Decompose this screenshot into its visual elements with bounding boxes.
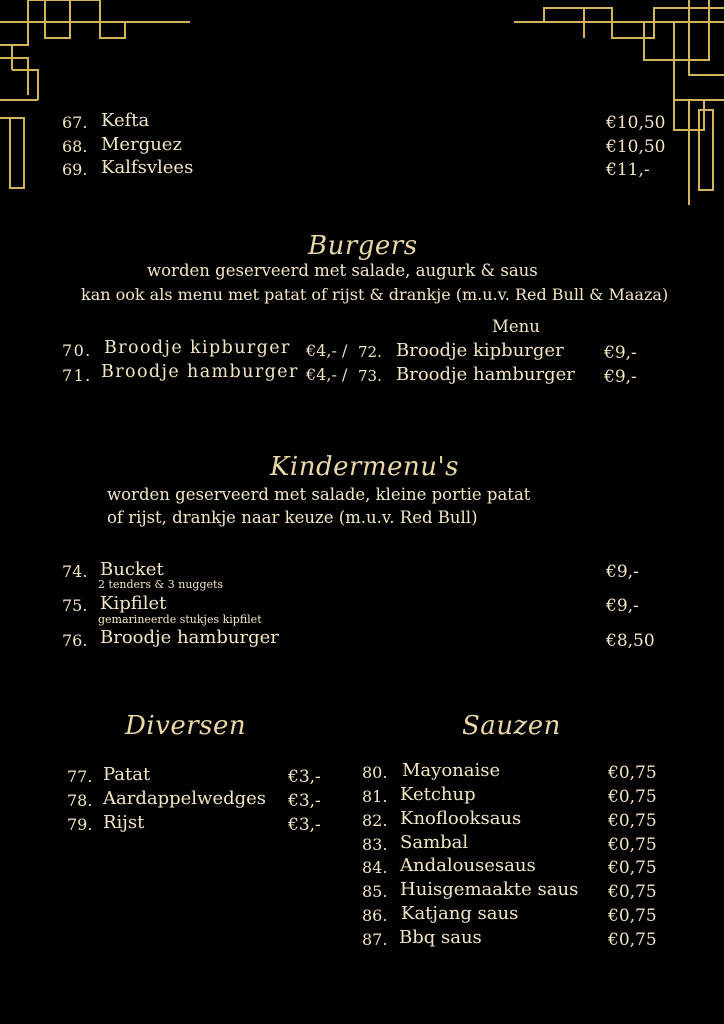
section-description: worden geserveerd met salade, augurk & saus [147, 261, 538, 280]
item-name: Knoflooksaus [400, 808, 522, 829]
item-num: 71. [62, 366, 92, 385]
item-price: €0,75 [608, 882, 657, 902]
item-price: €10,50 [606, 113, 666, 133]
item-num: 81. [362, 787, 388, 806]
section-title-kindermenus: Kindermenu's [270, 452, 459, 482]
item-price: €3,- [288, 767, 321, 787]
item-num: 79. [67, 815, 93, 834]
item-num: 76. [62, 631, 88, 650]
section-description: kan ook als menu met patat of rijst & drankje (m.u.v. Red Bull & Maaza) [81, 285, 669, 304]
item-price: €4,- / [306, 341, 348, 360]
item-num: 68. [62, 137, 88, 156]
item-price: €9,- [606, 562, 639, 582]
item-price: €0,75 [608, 930, 657, 950]
menu-item-name: Broodje hamburger [396, 364, 575, 385]
item-name: Mayonaise [402, 760, 501, 781]
menu-item-num: 73. [358, 367, 382, 385]
item-name: Patat [103, 764, 151, 785]
item-price: €9,- [606, 596, 639, 616]
item-name: Kipfilet [100, 593, 167, 614]
item-name: Rijst [103, 812, 145, 833]
item-num: 82. [362, 811, 388, 830]
item-num: 86. [362, 906, 388, 925]
item-subtitle: 2 tenders & 3 nuggets [98, 578, 224, 591]
item-subtitle: gemarineerde stukjes kipfilet [98, 613, 262, 626]
item-num: 87. [362, 930, 388, 949]
item-num: 77. [67, 767, 93, 786]
section-description: of rijst, drankje naar keuze (m.u.v. Red Bull) [107, 508, 478, 527]
item-name: Huisgemaakte saus [400, 879, 579, 900]
item-price: €4,- / [306, 365, 348, 384]
item-num: 75. [62, 596, 88, 615]
menu-item-price: €9,- [604, 343, 637, 363]
item-num: 80. [362, 763, 388, 782]
item-name: Katjang saus [401, 903, 519, 924]
item-name: Sambal [400, 832, 469, 853]
menu-item-name: Broodje kipburger [396, 340, 564, 361]
item-price: €0,75 [608, 858, 657, 878]
item-price: €10,50 [606, 137, 666, 157]
section-title-burgers: Burgers [308, 231, 418, 261]
item-name: Broodje hamburger [100, 627, 279, 648]
item-price: €0,75 [608, 906, 657, 926]
item-price: €0,75 [608, 763, 657, 783]
item-name: Andalousesaus [400, 855, 536, 876]
section-description: worden geserveerd met salade, kleine portie patat [107, 485, 531, 504]
menu-column-label: Menu [492, 317, 540, 336]
section-title-diversen: Diversen [125, 711, 247, 741]
item-num: 85. [362, 882, 388, 901]
item-name: Bucket [100, 559, 164, 580]
item-num: 67. [62, 113, 88, 132]
item-name: Broodje kipburger [104, 338, 291, 358]
menu-item-num: 72. [358, 343, 382, 361]
item-price: €0,75 [608, 811, 657, 831]
item-name: Kalfsvlees [101, 157, 194, 178]
item-num: 78. [67, 791, 93, 810]
item-num: 83. [362, 835, 388, 854]
item-num: 69. [62, 160, 88, 179]
item-name: Aardappelwedges [103, 788, 267, 809]
item-price: €0,75 [608, 835, 657, 855]
item-num: 74. [62, 562, 88, 581]
item-price: €3,- [288, 815, 321, 835]
item-num: 70. [62, 341, 92, 360]
item-name: Kefta [101, 110, 150, 131]
item-price: €11,- [606, 160, 650, 180]
item-price: €3,- [288, 791, 321, 811]
item-num: 84. [362, 858, 388, 877]
item-name: Ketchup [400, 784, 476, 805]
item-price: €0,75 [608, 787, 657, 807]
section-title-sauzen: Sauzen [462, 711, 561, 741]
item-name: Broodje hamburger [101, 362, 299, 382]
menu-item-price: €9,- [604, 367, 637, 387]
item-price: €8,50 [606, 631, 655, 651]
item-name: Merguez [101, 134, 182, 155]
item-name: Bbq saus [399, 927, 482, 948]
